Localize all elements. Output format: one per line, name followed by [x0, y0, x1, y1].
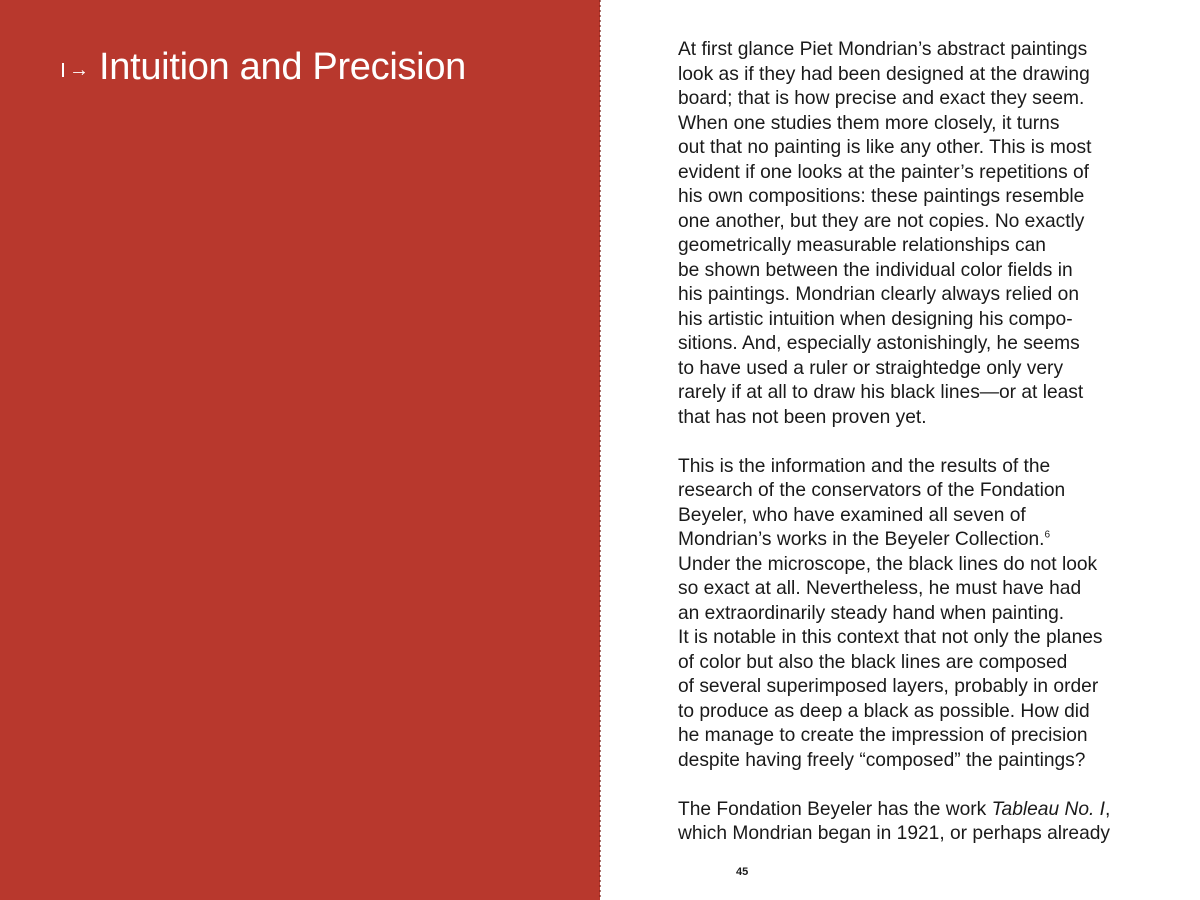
text-fragment: The Fondation Beyeler has the work [678, 798, 992, 820]
text-line: Beyeler, who have examined all seven of [678, 504, 1026, 526]
text-line: his artistic intuition when designing his compo- [678, 308, 1073, 330]
text-fragment: , [1105, 798, 1111, 820]
text-line: to produce as deep a black as possible. How did [678, 700, 1090, 722]
text-line: an extraordinarily steady hand when painting. [678, 602, 1065, 624]
text-line: so exact at all. Nevertheless, he must have had [678, 578, 1082, 599]
text-line: Under the microscope, the black lines do not look [678, 553, 1098, 575]
text-line: to have used a ruler or straightedge only very [678, 357, 1064, 379]
text-line: look as if they had been designed at the drawing [678, 63, 1090, 85]
text-line: despite having freely “composed” the paintings? [678, 749, 1086, 771]
artwork-title: Tableau No. I [991, 798, 1106, 820]
text-line: out that no painting is like any other. This is most [678, 137, 1092, 158]
text-line: research of the conservators of the Fondation [678, 480, 1066, 501]
text-line: This is the information and the results of the [678, 455, 1051, 477]
body-text-column [678, 38, 1168, 871]
heading-marker [62, 60, 89, 80]
text-line: of color but also the black lines are composed [678, 651, 1068, 673]
text-line: his own compositions: these paintings resemble [678, 186, 1085, 207]
text-line: of several superimposed layers, probably in order [678, 676, 1099, 697]
section-title: Intuition and Precision [99, 46, 466, 88]
text-line: board; that is how precise and exact they seem. [678, 88, 1085, 109]
text-line: sitions. And, especially astonishingly, he seems [678, 333, 1080, 354]
text-line: At first glance Piet Mondrian’s abstract paintings [678, 39, 1088, 60]
text-fragment: Mondrian’s works in the Beyeler Collection. [678, 529, 1045, 550]
text-line: that has not been proven yet. [678, 406, 927, 428]
paragraph-2 [678, 455, 1168, 774]
section-heading [62, 48, 466, 86]
text-line: one another, but they are not copies. No exactly [678, 210, 1085, 232]
text-line-with-title [678, 798, 1168, 823]
right-page [601, 0, 1200, 900]
page-number: 45 [736, 866, 749, 878]
text-line-with-footnote [678, 528, 1168, 553]
text-line: he manage to create the impression of precision [678, 725, 1088, 746]
text-line: be shown between the individual color fields in [678, 259, 1073, 281]
text-line: rarely if at all to draw his black lines—or at least [678, 382, 1084, 403]
text-line: evident if one looks at the painter’s repetitions of [678, 161, 1090, 183]
arrow-right-icon: → [69, 59, 89, 81]
footnote-reference[interactable]: 6 [1044, 529, 1051, 541]
text-line: When one studies them more closely, it turns [678, 112, 1060, 134]
text-line: his paintings. Mondrian clearly always relied on [678, 284, 1080, 305]
marker-bar [62, 63, 64, 77]
text-line: which Mondrian began in 1921, or perhaps already [678, 823, 1110, 844]
text-line: It is notable in this context that not only the planes [678, 627, 1103, 648]
text-line: geometrically measurable relationships can [678, 235, 1046, 256]
paragraph-3 [678, 798, 1168, 847]
paragraph-1 [678, 38, 1168, 430]
